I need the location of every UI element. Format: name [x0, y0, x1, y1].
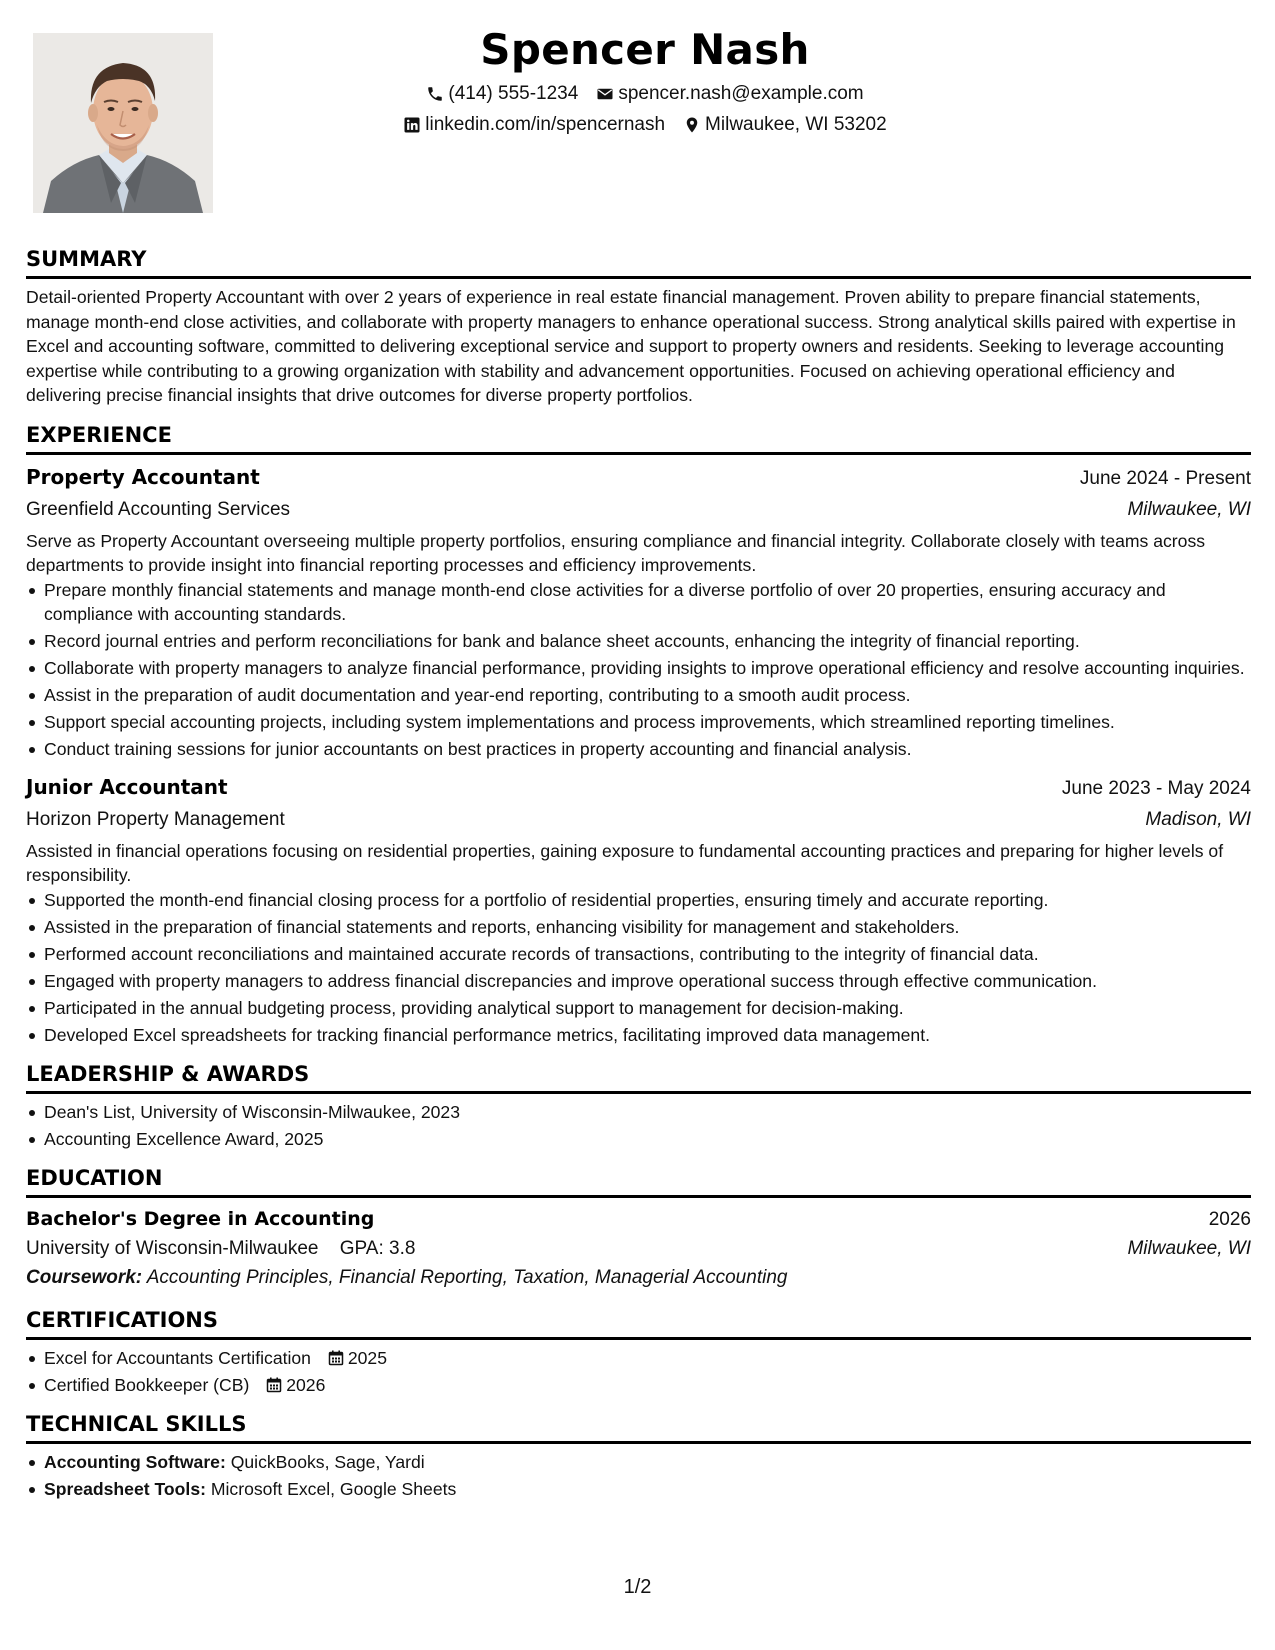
linkedin-icon [403, 116, 421, 134]
location-text: Milwaukee, WI 53202 [705, 114, 887, 135]
certification-year: 2025 [347, 1347, 387, 1368]
resume-header [230, 22, 1060, 140]
skill-label: Accounting Software: [44, 1451, 226, 1472]
certifications-section [26, 1305, 1251, 1397]
company-name: Horizon Property Management [26, 808, 285, 830]
profile-photo [33, 33, 213, 213]
envelope-icon [596, 85, 614, 103]
coursework-list: Accounting Principles, Financial Reporting, Taxation, Managerial Accounting [146, 1266, 788, 1288]
list-item: Support special accounting projects, including system implementations and process improvements, which streamlined reporting timelines. [26, 710, 1251, 734]
awards-list [26, 1100, 1251, 1151]
list-item: Record journal entries and perform reconciliations for bank and balance sheet accounts, enhancing the integrity of financial reporting. [26, 629, 1251, 653]
coursework [26, 1263, 1251, 1293]
list-item [26, 1373, 1251, 1397]
list-item: Collaborate with property managers to analyze financial performance, providing insights to improve operational efficiency and resolve accounting inquiries. [26, 656, 1251, 680]
list-item: Prepare monthly financial statements and manage month-end close activities for a diverse portfolio of over 20 properties, ensuring accuracy and compliance with accounting standards. [26, 578, 1251, 626]
certification-name: Excel for Accountants Certification [44, 1347, 311, 1368]
job-entry [26, 461, 1251, 761]
list-item: Participated in the annual budgeting process, providing analytical support to management for decision-making. [26, 996, 1251, 1020]
job-entry [26, 771, 1251, 1047]
list-item: Performed account reconciliations and maintained accurate records of transactions, contributing to the integrity of financial data. [26, 942, 1251, 966]
school-name: University of Wisconsin-Milwaukee [26, 1237, 319, 1259]
section-title: EDUCATION [26, 1163, 1251, 1198]
list-item [26, 1450, 1251, 1474]
list-item: Engaged with property managers to address financial discrepancies and improve operational success through effective communication. [26, 969, 1251, 993]
section-title: SUMMARY [26, 244, 1251, 279]
coursework-label: Coursework: [26, 1266, 143, 1288]
contact-line-2 [230, 109, 1060, 140]
skill-value: QuickBooks, Sage, Yardi [230, 1451, 425, 1472]
summary-text: Detail-oriented Property Accountant with over 2 years of experience in real estate financial management. Proven ability to prepare financial statements, manage month-end close activities, and collaborate with property managers to enhance operational success. Strong analytical skills paired with expertise in Excel and accounting software, committed to delivering exceptional service and support to property owners and residents. Seeking to leverage accounting expertise while contributing to a growing organization with stability and advancement opportunities. Focused on achieving operational efficiency and delivering precise financial insights that drive outcomes for diverse property portfolios. [26, 287, 1236, 405]
section-title: TECHNICAL SKILLS [26, 1409, 1251, 1444]
list-item: Conduct training sessions for junior accountants on best practices in property accounting and financial analysis. [26, 737, 1251, 761]
awards-section [26, 1059, 1251, 1151]
gpa: GPA: 3.8 [339, 1237, 416, 1259]
skill-label: Spreadsheet Tools: [44, 1478, 206, 1499]
page-number: 1/2 [623, 1576, 652, 1598]
skills-section [26, 1409, 1251, 1501]
summary-section [26, 244, 1251, 408]
location-contact [683, 109, 887, 140]
linkedin-contact[interactable] [403, 109, 665, 140]
job-bullets [26, 578, 1251, 761]
job-dates: June 2024 - Present [1079, 467, 1251, 489]
list-item [26, 1477, 1251, 1501]
experience-section [26, 420, 1251, 1047]
company-name: Greenfield Accounting Services [26, 498, 291, 520]
email-address: spencer.nash@example.com [618, 83, 864, 104]
candidate-name: Spencer Nash [480, 25, 810, 74]
certification-name: Certified Bookkeeper (CB) [44, 1374, 250, 1395]
job-title: Property Accountant [26, 464, 260, 489]
linkedin-url: linkedin.com/in/spencernash [425, 114, 666, 135]
job-dates: June 2023 - May 2024 [1061, 777, 1251, 799]
job-description: Assisted in financial operations focusing on residential properties, gaining exposure to fundamental accounting practices and preparing for higher levels of responsibility. [26, 840, 1224, 885]
list-item: Developed Excel spreadsheets for tracking financial performance metrics, facilitating improved data management. [26, 1023, 1251, 1047]
certification-year: 2026 [286, 1374, 326, 1395]
section-title: EXPERIENCE [26, 420, 1251, 455]
calendar-icon [266, 1377, 282, 1393]
job-location: Madison, WI [1145, 808, 1251, 830]
phone-number: (414) 555-1234 [448, 83, 579, 104]
job-location: Milwaukee, WI [1127, 498, 1251, 520]
list-item: Supported the month-end financial closing process for a portfolio of residential properties, ensuring timely and accurate reporting. [26, 888, 1251, 912]
list-item: Assist in the preparation of audit documentation and year-end reporting, contributing to a smooth audit process. [26, 683, 1251, 707]
degree-title: Bachelor's Degree in Accounting [26, 1207, 375, 1230]
certifications-list [26, 1346, 1251, 1397]
phone-icon [426, 85, 444, 103]
section-title: LEADERSHIP & AWARDS [26, 1059, 1251, 1094]
graduation-year: 2026 [1208, 1208, 1251, 1230]
job-description: Serve as Property Accountant overseeing multiple property portfolios, ensuring compliance and financial integrity. Collaborate closely with teams across departments to provide insight into financial reporting processes and efficiency improvements. [26, 530, 1206, 575]
skills-list [26, 1450, 1251, 1501]
list-item [26, 1346, 1251, 1370]
section-title: CERTIFICATIONS [26, 1305, 1251, 1340]
email-contact[interactable] [596, 78, 863, 109]
contact-line-1 [230, 78, 1060, 109]
map-pin-icon [683, 116, 701, 134]
list-item: Dean's List, University of Wisconsin-Milwaukee, 2023 [26, 1100, 1251, 1124]
calendar-icon [328, 1350, 344, 1366]
school-location: Milwaukee, WI [1127, 1237, 1251, 1259]
list-item: Assisted in the preparation of financial statements and reports, enhancing visibility for management and stakeholders. [26, 915, 1251, 939]
job-bullets [26, 888, 1251, 1047]
list-item: Accounting Excellence Award, 2025 [26, 1127, 1251, 1151]
skill-value: Microsoft Excel, Google Sheets [210, 1478, 457, 1499]
job-title: Junior Accountant [26, 774, 228, 799]
phone-contact[interactable] [426, 78, 578, 109]
resume-body [26, 244, 1251, 1513]
education-section [26, 1163, 1251, 1293]
